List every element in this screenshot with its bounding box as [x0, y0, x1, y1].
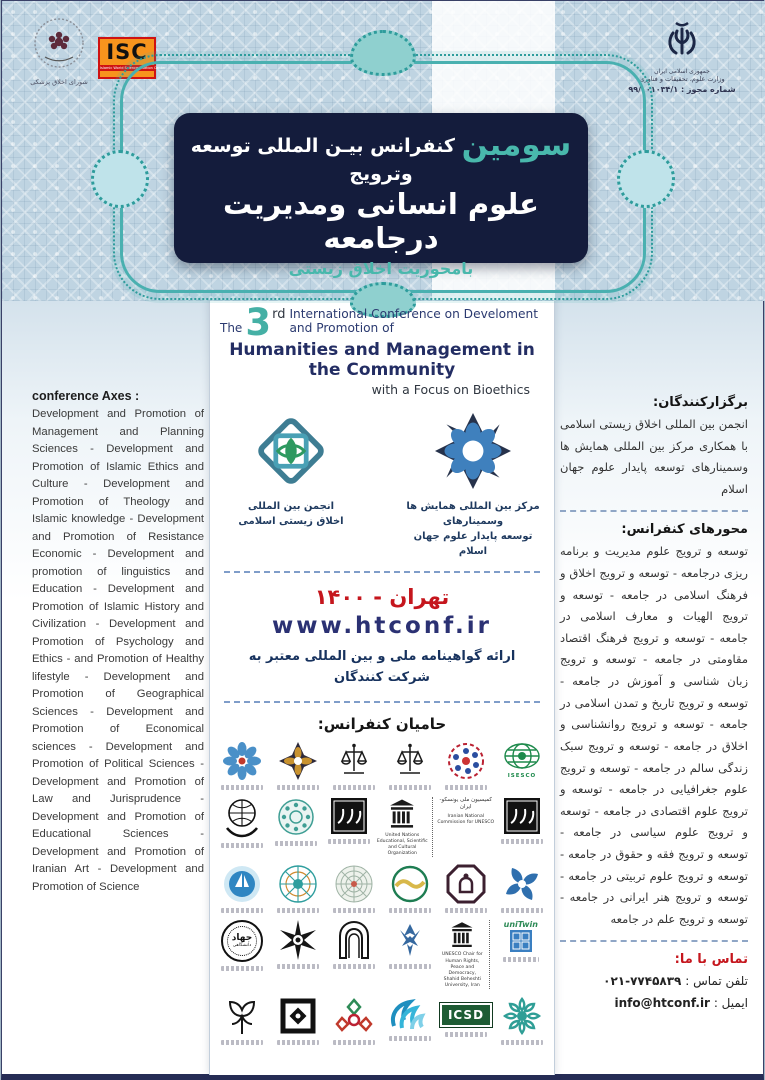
iran-ministry-block — [627, 19, 737, 94]
title-ordinal: rd — [272, 307, 286, 322]
title-line2: Humanities and Management in the Community — [229, 340, 535, 380]
maroon-arch-icon — [446, 864, 486, 904]
certificate-note: ارائه گواهینامه ملی و بین المللی معتبر به شرکت کنندگان — [248, 649, 516, 685]
calligraphy-square-icon — [503, 797, 541, 835]
organizer-logo-association — [221, 413, 361, 559]
supporter-azad-university — [384, 920, 436, 969]
supporter-tulip-geometric — [216, 996, 268, 1045]
iran-line2: وزارت علوم، تحقیقات و فناوری — [639, 75, 725, 83]
iran-line1: جمهوری اسلامی ایران — [654, 68, 710, 75]
caption-placeholder — [503, 957, 539, 962]
phone-number[interactable]: ۰۲۱-۷۷۴۵۸۳۹ — [603, 974, 682, 989]
email-label: ایمیل : — [713, 996, 748, 1010]
caption-placeholder — [501, 908, 543, 913]
caption-placeholder — [277, 908, 319, 913]
left-column — [32, 389, 204, 896]
caption-placeholder — [445, 785, 487, 790]
caption-placeholder — [277, 964, 319, 969]
supporter-jahad-daneshgahi — [216, 920, 268, 971]
tulip-icon — [222, 996, 262, 1036]
caption-placeholder — [333, 964, 375, 969]
banner-line1-rest: کنفرانس بیـن المللی توسعه وترویج — [190, 135, 455, 185]
teal-medallion-icon — [276, 797, 316, 837]
banner-highlight-word: سومین — [461, 127, 572, 163]
sailboat-circle-icon — [222, 864, 262, 904]
ornament-paisley-left — [91, 150, 149, 208]
supporters-heading: حامیان کنفرانس: — [317, 714, 447, 733]
contact-heading: تماس با ما: — [674, 952, 748, 968]
organizer-logo-center — [403, 413, 543, 559]
supporter-starburst — [272, 920, 324, 969]
jahad-stamp-icon: جهاد دانشگاهی — [221, 920, 263, 962]
organizers-heading: برگزارکنندگان: — [653, 395, 748, 410]
caption-placeholder — [221, 966, 263, 971]
iran-emblem-icon — [662, 19, 702, 63]
isc-subtext: Islamic World Science Citation Center — [100, 66, 166, 70]
caption-placeholder — [333, 1040, 375, 1045]
caption-placeholder — [445, 908, 487, 913]
caption-placeholder — [333, 785, 375, 790]
caption-placeholder — [501, 1040, 543, 1045]
wave-swirl-icon — [388, 996, 432, 1032]
english-title — [210, 299, 554, 397]
teal-flower-icon — [502, 996, 542, 1036]
supporter-teal-flower — [496, 996, 548, 1045]
supporter-unesco-chair — [440, 920, 548, 989]
unesco-caption-en1: United Nations Educational, Scientific and Cultural Organization — [376, 832, 428, 857]
caption-placeholder — [221, 1040, 263, 1045]
caption-placeholder — [221, 908, 263, 913]
title-banner — [174, 113, 588, 278]
blue-petal-flower-icon — [222, 741, 262, 781]
starburst-icon — [278, 920, 318, 960]
ornament-paisley-right — [617, 150, 675, 208]
dashed-separator — [224, 571, 540, 573]
supporter-globe-hands — [216, 797, 268, 848]
floral-seal-icon — [334, 864, 374, 904]
supporter-icsd — [440, 996, 492, 1037]
isesco-label: ISESCO — [507, 772, 537, 779]
email-address[interactable]: info@htconf.ir — [614, 996, 710, 1010]
supporter-red-blue-ring — [440, 741, 492, 790]
caption-placeholder — [277, 785, 319, 790]
conference-poster — [1, 0, 764, 1080]
supporter-justice-scales-1 — [328, 741, 380, 790]
dashed-separator — [560, 940, 748, 942]
supporters-row-1 — [216, 741, 548, 790]
website-link[interactable]: www.htconf.ir — [272, 613, 492, 639]
gold-star-icon — [278, 741, 318, 781]
caption-placeholder — [275, 841, 317, 846]
supporter-floral-seal — [328, 864, 380, 913]
organizer-logos — [210, 413, 554, 559]
supporter-blue-petal-flower — [216, 741, 268, 790]
banner-line3: بامحوریت اخلاق زیستی — [288, 259, 474, 278]
isesco-globe-icon — [502, 741, 542, 773]
title-number: 3 — [245, 301, 272, 344]
university-seal-icon — [31, 17, 87, 73]
caption-placeholder — [221, 843, 263, 848]
organizers-body: انجمن بین المللی اخلاق زیستی اسلامی با همکاری مرکز بین المللی همایش ها وسمینارهای توسعه پایدار علوم جهان اسلام — [560, 417, 748, 496]
icsd-badge: ICSD — [439, 1002, 493, 1028]
caption-placeholder — [501, 839, 543, 844]
banner-line1 — [174, 127, 588, 185]
conference-axes-body: Development and Promotion of Management and Planning Sciences - Development and Promotion of Islamic Ethics and Culture - Development and Promotion of Theology and Islamic knowledge - Development and Promotion of Resistance Economic - Development and promotion of linguistics and Education - Development and Promotion of Islamic History and Civilization - Development and Promotion of Psychology and Ethics - and Promotion of Healthy lifestyle - Development and Promotion of Geographical Sciences - Development and Promotion of Economical sciences - Development and Promotion of Political Sciences - Development and Promotion of Law and Jurisprudence - Development and Promotion of Educational Sciences - Development and Promotion of Iranian Art - Development and Promotion of Science — [32, 408, 204, 893]
title-line3: with a Focus on Bioethics — [371, 382, 530, 397]
caption-placeholder — [389, 1036, 431, 1041]
caption-placeholder — [328, 839, 370, 844]
supporter-maroon-arch — [440, 864, 492, 913]
globe-hands-icon — [223, 797, 261, 839]
supporter-qom-pinwheel — [496, 864, 548, 913]
blue-tile-icon — [509, 929, 533, 953]
caption-placeholder — [221, 785, 263, 790]
supporter-tricolor-flower — [328, 996, 380, 1045]
supporter-arch-outline — [328, 920, 380, 969]
compass-medallion-icon — [278, 864, 318, 904]
supporters-row-4 — [216, 920, 548, 989]
unesco-caption-fa: کمیسیون ملی یونسکو- ایران — [439, 796, 492, 811]
unesco-iran-commission — [437, 797, 494, 827]
islamic-knot-logo-icon — [253, 413, 329, 489]
title-line1: International Conference on Develoment and Promotion of — [289, 307, 538, 335]
unesco-temple-icon — [447, 920, 477, 950]
divider — [489, 920, 490, 989]
conference-axes-heading: conference Axes : — [32, 389, 140, 403]
unesco-caption-en2: Iranian National Commission for UNESCO — [437, 813, 495, 826]
supporter-teal-medallion — [270, 797, 322, 846]
supporter-isesco — [496, 741, 548, 779]
supporter-justice-scales-2 — [384, 741, 436, 790]
contact-phone — [560, 971, 748, 993]
supporters-grid — [210, 733, 554, 1046]
unitwin-label: uniTwin — [503, 920, 538, 930]
supporter-compass-medallion — [272, 864, 324, 913]
dashed-separator — [560, 510, 748, 512]
supporter-calligraphy-square-1 — [323, 797, 375, 844]
title-the: The — [220, 321, 243, 335]
license-number: شماره مجوز : ۹۹/۰۰۱۰۳۴/۱ — [628, 85, 736, 94]
caption-placeholder — [389, 964, 431, 969]
right-column — [560, 395, 748, 1015]
unitwin-block — [494, 920, 548, 962]
ornament-medallion-top — [350, 30, 416, 76]
organizer-left-caption: انجمن بین المللی اخلاق زیستی اسلامی — [238, 501, 344, 527]
divider — [432, 797, 433, 858]
city-year: تهران - ۱۴۰۰ — [314, 585, 450, 609]
banner-line2: علوم انسانی ومدیریت درجامعه — [223, 187, 539, 255]
organizer-right-caption: مرکز بین المللی همایش ها وسمینارهای توسعه پایدار علوم جهان اسلام — [406, 501, 540, 557]
center-column — [210, 299, 554, 1052]
eagle-bird-icon — [390, 920, 430, 960]
red-blue-ring-icon — [446, 741, 486, 781]
supporter-unesco-commission — [377, 797, 495, 858]
unesco-chair-temple — [440, 920, 485, 989]
supporter-gold-star — [272, 741, 324, 790]
supporter-green-wave-seal — [384, 864, 436, 913]
caption-placeholder — [389, 908, 431, 913]
unesco-temple — [377, 797, 429, 858]
supporter-sailboat-circle — [216, 864, 268, 913]
axes-heading-fa: محورهای کنفرانس: — [621, 522, 748, 538]
justice-scales-icon — [334, 741, 374, 781]
contact-email — [560, 993, 748, 1015]
caption-placeholder — [277, 1040, 319, 1045]
phone-label: تلفن تماس : — [685, 974, 748, 989]
axes-body-fa: توسعه و ترویج علوم مدیریت و برنامه ریزی درجامعه - توسعه و ترویج اخلاق و فرهنگ اسلامی در جامعه - توسعه و ترویج الهیات و معارف اسلامی در جامعه - توسعه و ترویج فرهنگ اقتصاد مقاومتی در جامعه - توسعه و ترویج زبان شناسی و آموزش در جامعه - توسعه و ترویج تاریخ و تمدن اسلامی در جامعه - توسعه و ترویج روانشناسی و اخلاق در جامعه - توسعه و ترویج سبک زندگی سالم در جامعه - توسعه و ترویج علوم جغرافیایی در جامعه - توسعه و ترویج علوم اقتصادی در جامعه - توسعه و ترویج علوم سیاسی در جامعه - توسعه و ترویج فقه و حقوق در جامعه - توسعه و ترویج علوم تربیتی در جامعه - توسعه و ترویج هنر ایرانی در جامعه - توسعه و ترویج علم در جامعه — [560, 544, 748, 926]
unesco-chair-caption-en1: UNESCO Chair for Human Rights, Peace and Democracy, Shahid Beheshti University, Iran — [441, 952, 483, 989]
supporters-row-2 — [216, 797, 548, 858]
calligraphy-square-icon — [330, 797, 368, 835]
star-flower-logo-icon — [435, 413, 511, 489]
supporters-row-3 — [216, 864, 548, 913]
unesco-temple-icon — [385, 797, 419, 831]
dashed-separator — [224, 701, 540, 703]
knot-square-icon — [278, 996, 318, 1036]
supporter-wave-swirl — [384, 996, 436, 1041]
pinwheel-icon — [500, 864, 544, 904]
green-wave-seal-icon — [390, 864, 430, 904]
supporters-row-5 — [216, 996, 548, 1045]
caption-placeholder — [445, 1032, 487, 1037]
tricolor-flower-icon — [334, 996, 374, 1036]
mihrab-arch-icon — [336, 920, 372, 960]
supporter-calligraphy-square-2 — [496, 797, 548, 844]
isc-label: ISC — [106, 40, 148, 64]
university-seal-caption: شورای اخلاق پزشکی — [30, 78, 88, 86]
caption-placeholder — [333, 908, 375, 913]
caption-placeholder — [389, 785, 431, 790]
justice-scales-icon — [390, 741, 430, 781]
university-seal — [24, 17, 94, 86]
supporter-knot-square — [272, 996, 324, 1045]
